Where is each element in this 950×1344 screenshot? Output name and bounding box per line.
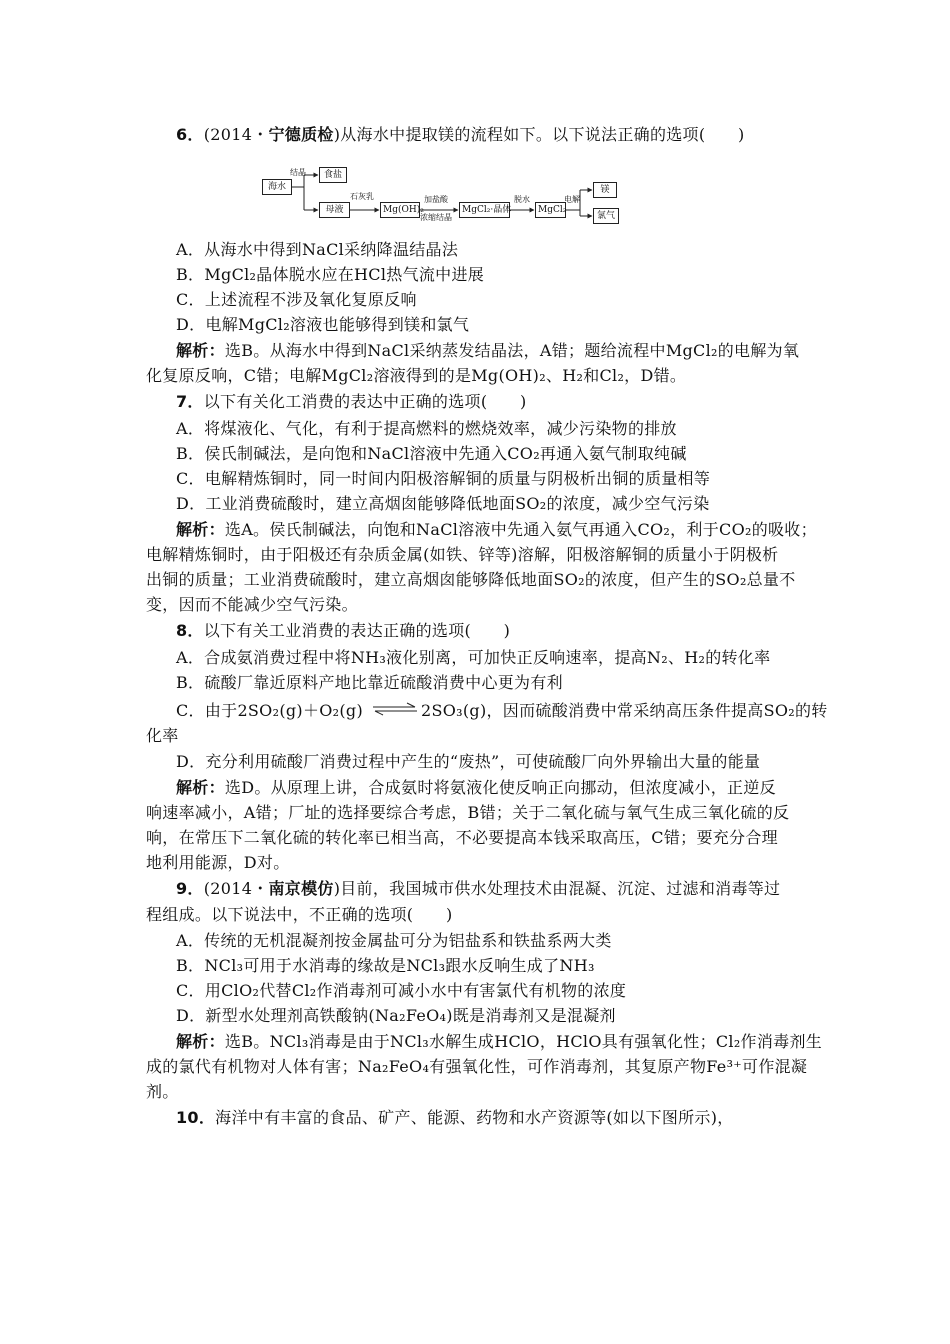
q9-number: 9． [176,879,204,898]
q8-answer-line-2: 响速率减小，A错；厂址的选择要综合考虑，B错；关于二氧化硫与氧气生成三氧化硫的反 [146,803,790,822]
flow-label-lime: 石灰乳 [350,192,374,201]
q9-option-d: D．新型水处理剂高铁酸钠(Na₂FeO₄)既是消毒剂又是混凝剂 [176,1006,616,1025]
flow-label-concentrate: 浓缩结晶 [420,213,452,222]
q6-stem-text: 从海水中提取镁的流程如下。以下说法正确的选项( ) [340,125,745,144]
q9-answer-line-3: 剂。 [146,1082,179,1101]
q9-source-open: (2014・ [203,879,269,898]
q6-option-b: B．MgCl₂晶体脱水应在HCl热气流中进展 [176,265,485,284]
q8-number: 8． [176,621,204,640]
flow-label-electrolysis: 电解 [564,195,580,204]
q8-stem [176,620,510,642]
q9-option-c: C．用ClO₂代替Cl₂作消毒剂可减小水中有害氯代有机物的浓度 [176,981,627,1000]
q7-answer-line-1 [176,519,817,541]
q10-stem [176,1107,734,1129]
q9-source-close: ) [333,879,341,898]
flow-box-mgcl2-crystal: MgCl₂·晶体 [459,202,510,218]
q9-answer-label: 解析： [176,1032,225,1051]
flow-box-mgoh2: Mg(OH)₂ [380,202,420,218]
q6-source: 宁德质检 [268,125,334,144]
q9-stem [176,878,780,900]
q8-answer-line-3: 响，在常压下二氧化硫的转化率已相当高，不必要提高本钱采取高压，C错；要充分合理 [146,828,778,847]
flow-box-chlorine: 氯气 [593,208,619,224]
q10-stem-text: 海洋中有丰富的食品、矿产、能源、药物和水产资源等(如以下图所示)， [215,1108,734,1127]
q8-option-d: D．充分利用硫酸厂消费过程中产生的“废热”，可使硫酸厂向外界输出大量的能量 [176,752,761,771]
q7-answer-line-2: 电解精炼铜时，由于阳极还有杂质金属(如铁、锌等)溶解，阳极溶解铜的质量小于阴极析 [146,545,779,564]
q10-number: 10． [176,1108,216,1127]
q6-option-a: A．从海水中得到NaCl采纳降温结晶法 [176,240,459,259]
q8-answer-line-1 [176,777,776,799]
q7-answer-text-1: 选A。侯氏制碱法，向饱和NaCl溶液中先通入氨气再通入CO₂，利于CO₂的吸收； [224,520,817,539]
q6-answer-line-1 [176,340,799,362]
q8-answer-line-4: 地利用能源，D对。 [146,853,290,872]
flow-box-mother-liquor: 母液 [319,202,350,218]
q8-option-c-left: C．由于2SO₂(g)＋O₂(g) [176,701,363,720]
extraction-flow-diagram [262,166,622,228]
q9-answer-line-1 [176,1031,822,1053]
q7-answer-line-3: 出铜的质量；工业消费硫酸时，建立高烟囱能够降低地面SO₂的浓度，但产生的SO₂总量不 [146,570,796,589]
q7-option-a: A．将煤液化、气化，有利于提高燃料的燃烧效率，减少污染物的排放 [176,419,677,438]
q8-option-c-right: 2SO₃(g)，因而硫酸消费中常采纳高压条件提高SO₂的转 [421,701,828,720]
q7-answer-label: 解析： [176,520,225,539]
q6-answer-line-2: 化复原反响，C错；电解MgCl₂溶液得到的是Mg(OH)₂、H₂和Cl₂，D错。 [146,366,687,385]
q6-answer-text-1: 选B。从海水中得到NaCl采纳蒸发结晶法，A错；题给流程中MgCl₂的电解为氧 [224,341,800,360]
q9-answer-line-2: 成的氯代有机物对人体有害；Na₂FeO₄有强氧化性，可作消毒剂，其复原产物Fe³⁺可作混凝 [146,1057,808,1076]
q8-stem-text: 以下有关工业消费的表达正确的选项( ) [203,621,511,640]
q6-stem [176,124,745,146]
flow-label-add-hcl: 加盐酸 [424,195,448,204]
q7-option-d: D．工业消费硫酸时，建立高烟囱能够降低地面SO₂的浓度，减少空气污染 [176,494,710,513]
q6-source-close: ) [333,125,341,144]
q9-source: 南京模仿 [268,879,334,898]
q9-stem-text-1: 目前，我国城市供水处理技术由混凝、沉淀、过滤和消毒等过 [340,879,781,898]
q8-answer-label: 解析： [176,778,225,797]
flow-label-crystallize: 结晶 [290,168,306,177]
flow-box-seawater: 海水 [262,179,292,195]
q8-option-b: B．硫酸厂靠近原料产地比靠近硫酸消费中心更为有利 [176,673,563,692]
q8-answer-text-1: 选D。从原理上讲，合成氨时将氨液化使反响正向挪动，但浓度减小，正逆反 [224,778,776,797]
q6-answer-label: 解析： [176,341,225,360]
reversible-arrow-icon [373,700,417,714]
q7-stem [176,391,527,413]
q7-answer-line-4: 变，因而不能减少空气污染。 [146,595,358,614]
q7-number: 7． [176,392,204,411]
q7-stem-text: 以下有关化工消费的表达中正确的选项( ) [203,392,527,411]
q7-option-c: C．电解精炼铜时，同一时间内阳极溶解铜的质量与阴极析出铜的质量相等 [176,469,711,488]
q6-number: 6． [176,125,204,144]
q9-option-a: A．传统的无机混凝剂按金属盐可分为铝盐系和铁盐系两大类 [176,931,612,950]
q8-option-c [176,700,828,722]
flow-box-salt: 食盐 [319,167,347,183]
q7-option-b: B．侯氏制碱法，是向饱和NaCl溶液中先通入CO₂再通入氨气制取纯碱 [176,444,687,463]
q9-option-b: B．NCl₃可用于水消毒的缘故是NCl₃跟水反响生成了NH₃ [176,956,595,975]
flow-label-dehydrate: 脱水 [514,195,530,204]
q8-option-c-continued: 化率 [146,726,179,745]
flow-box-magnesium: 镁 [593,182,617,198]
q6-source-open: (2014・ [203,125,269,144]
q9-answer-text-1: 选B。NCl₃消毒是由于NCl₃水解生成HClO，HClO具有强氧化性；Cl₂作消毒剂生 [224,1032,823,1051]
q6-option-c: C．上述流程不涉及氧化复原反响 [176,290,417,309]
q6-option-d: D．电解MgCl₂溶液也能够得到镁和氯气 [176,315,470,334]
q8-option-a: A．合成氨消费过程中将NH₃液化别离，可加快正反响速率，提高N₂、H₂的转化率 [176,648,771,667]
flow-box-mgcl2: MgCl₂ [535,202,566,218]
q9-stem-line-2: 程组成。以下说法中，不正确的选项( ) [146,905,453,924]
